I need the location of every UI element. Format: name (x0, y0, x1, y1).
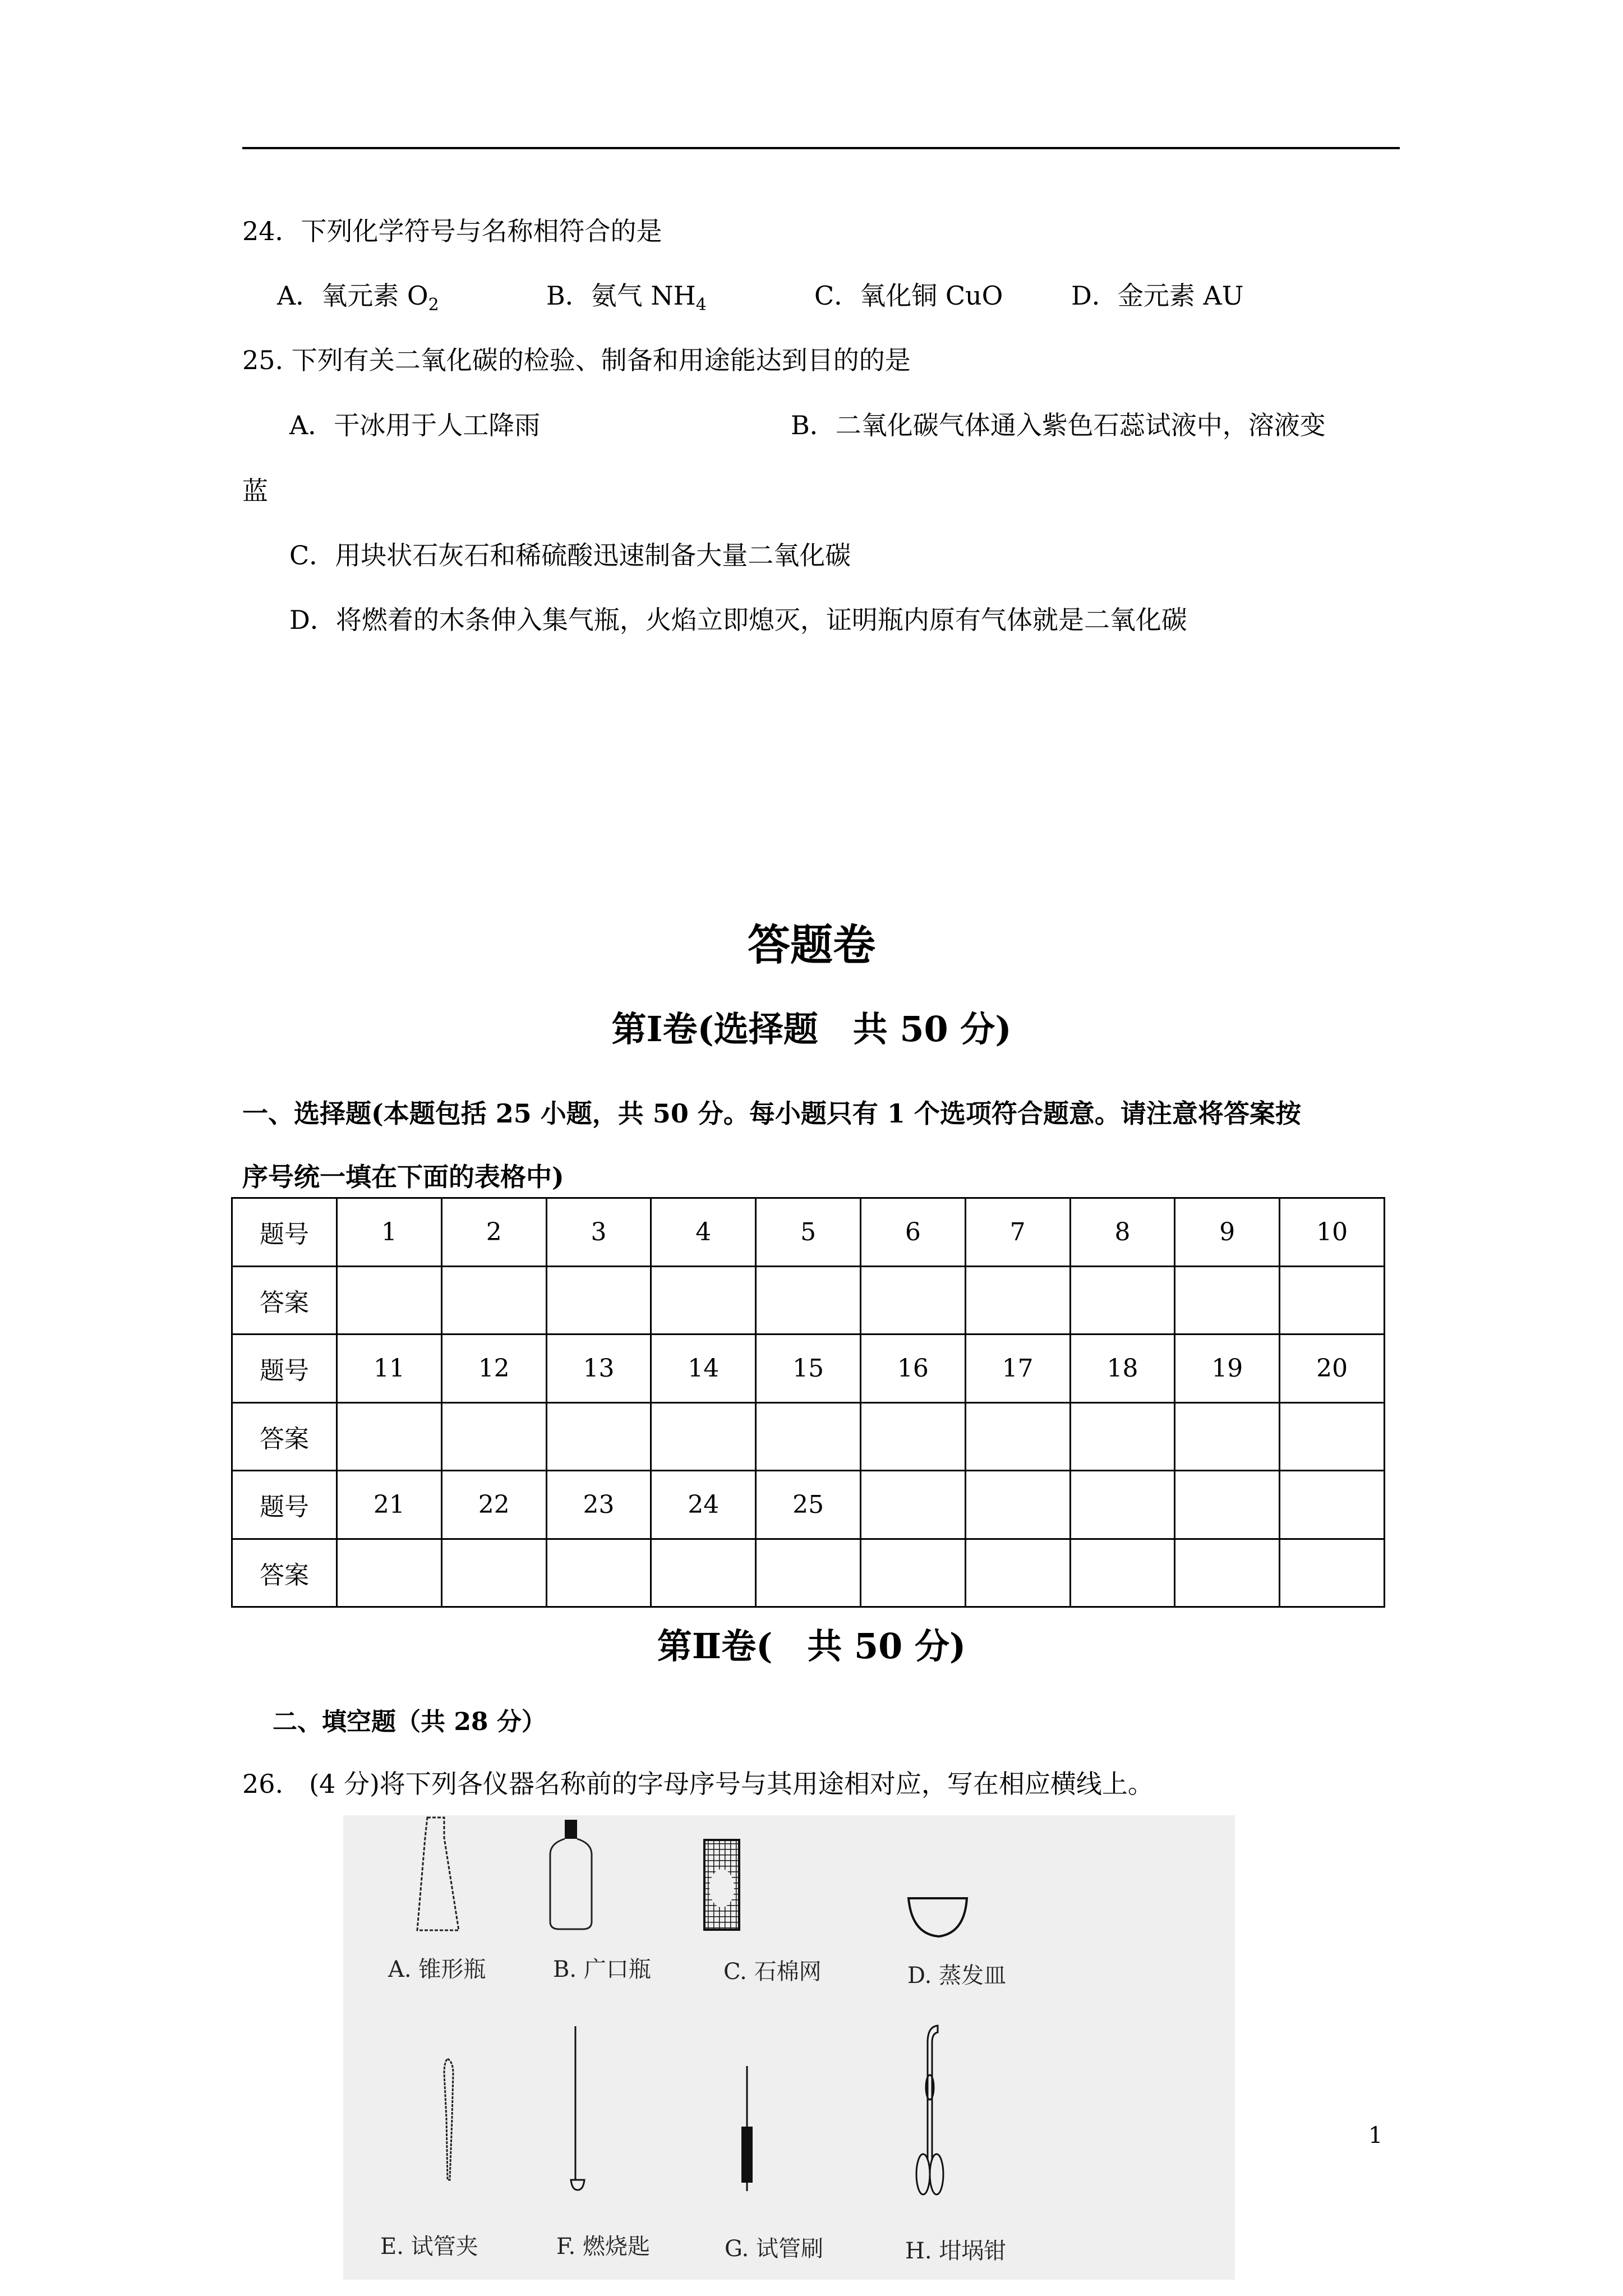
answer-cell[interactable] (965, 1266, 1070, 1335)
option-text: D．金元素 AU (1071, 280, 1244, 311)
question-number-cell: 16 (860, 1335, 965, 1403)
combustion-spoon-icon (568, 2023, 601, 2191)
answer-cell[interactable] (756, 1402, 861, 1471)
question-number-cell: 5 (756, 1198, 861, 1267)
section-1-instructions-line-1: 一、选择题(本题包括 25 小题，共 50 分。每小题只有 1 个选项符合题意。请注意将答案按 (242, 1098, 1301, 1129)
question-number-cell: 11 (337, 1335, 442, 1403)
answer-cell[interactable] (651, 1266, 756, 1335)
apparatus-figure (343, 1815, 1235, 2280)
crucible-tongs-icon (904, 2020, 955, 2200)
q24-option-a (277, 279, 439, 322)
answer-cell[interactable] (337, 1402, 442, 1471)
question-number-cell: 21 (337, 1471, 442, 1539)
apparatus-label-e: E. 试管夹 (380, 2234, 478, 2260)
asbestos-gauze-icon (702, 1838, 786, 1939)
answer-cell[interactable] (651, 1539, 756, 1607)
question-number-cell: 2 (441, 1198, 546, 1267)
question-number-cell: 22 (441, 1471, 546, 1539)
answer-cell[interactable] (651, 1402, 756, 1471)
question-number-cell: 3 (546, 1198, 651, 1267)
question-number-cell: 9 (1175, 1198, 1280, 1267)
answer-cell[interactable] (1280, 1539, 1385, 1607)
apparatus-label-f: F. 燃烧匙 (556, 2234, 650, 2260)
answer-cell[interactable] (756, 1266, 861, 1335)
q24-option-b (546, 279, 707, 322)
q24-option-c (814, 279, 1003, 312)
q25-option-d: D．将燃着的木条伸入集气瓶，火焰立即熄灭，证明瓶内原有气体就是二氧化碳 (289, 605, 1187, 635)
answer-cell[interactable] (860, 1266, 965, 1335)
question-number-row (232, 1335, 1385, 1403)
question-number-header: 题号 (232, 1335, 337, 1403)
answer-header: 答案 (232, 1539, 337, 1607)
answer-cell[interactable] (337, 1266, 442, 1335)
answer-cell[interactable] (1175, 1402, 1280, 1471)
question-number-cell: 25 (756, 1471, 861, 1539)
question-24-stem: 24．下列化学符号与名称相符合的是 (242, 216, 662, 246)
question-number-cell: 13 (546, 1335, 651, 1403)
question-number-cell: 8 (1070, 1198, 1175, 1267)
apparatus-label-h: H. 坩埚钳 (905, 2238, 1007, 2264)
apparatus-label-a: A. 锥形瓶 (388, 1957, 486, 1982)
question-number-cell: 18 (1070, 1335, 1175, 1403)
answer-cell[interactable] (965, 1402, 1070, 1471)
test-tube-brush-icon (736, 2065, 758, 2194)
answer-row (232, 1266, 1385, 1335)
evaporating-dish-icon (904, 1894, 994, 1939)
question-number-header: 题号 (232, 1471, 337, 1539)
question-number-row (232, 1198, 1385, 1267)
question-number-cell: 24 (651, 1471, 756, 1539)
answer-header: 答案 (232, 1402, 337, 1471)
answer-cell[interactable] (1175, 1539, 1280, 1607)
answer-cell[interactable] (756, 1539, 861, 1607)
conical-flask-icon (388, 1815, 478, 1939)
question-number-cell: 14 (651, 1335, 756, 1403)
question-number-cell: 20 (1280, 1335, 1385, 1403)
subscript: 2 (428, 295, 439, 315)
answer-cell[interactable] (1070, 1539, 1175, 1607)
question-number-cell (1070, 1471, 1175, 1539)
question-number-cell: 4 (651, 1198, 756, 1267)
subscript: 4 (695, 295, 707, 315)
q25-option-b: B．二氧化碳气体通入紫色石蕊试液中，溶液变 (791, 410, 1326, 440)
answer-cell[interactable] (441, 1539, 546, 1607)
answer-table (231, 1197, 1385, 1608)
apparatus-label-c: C. 石棉网 (723, 1959, 822, 1985)
question-number-cell: 19 (1175, 1335, 1280, 1403)
option-text: A．氧元素 O (277, 280, 428, 311)
question-number-cell: 23 (546, 1471, 651, 1539)
answer-cell[interactable] (1070, 1266, 1175, 1335)
option-text: C．氧化铜 CuO (814, 280, 1003, 311)
header-rule (242, 147, 1400, 149)
option-text: B．氨气 NH (546, 280, 696, 311)
answer-cell[interactable] (965, 1539, 1070, 1607)
answer-cell[interactable] (860, 1539, 965, 1607)
answer-cell[interactable] (1280, 1402, 1385, 1471)
part-2-title: 第Ⅱ卷( 共 50 分) (657, 1626, 966, 1667)
answer-cell[interactable] (860, 1402, 965, 1471)
question-number-header: 题号 (232, 1198, 337, 1267)
answer-row (232, 1539, 1385, 1607)
q24-option-d (1071, 279, 1244, 312)
question-25-stem: 25. 下列有关二氧化碳的检验、制备和用途能达到目的的是 (242, 345, 911, 375)
section-2-title: 二、填空题（共 28 分） (273, 1708, 546, 1736)
question-number-cell (1175, 1471, 1280, 1539)
question-number-cell: 10 (1280, 1198, 1385, 1267)
question-number-cell: 12 (441, 1335, 546, 1403)
answer-sheet-title: 答题卷 (748, 920, 875, 970)
section-1-instructions-line-2: 序号统一填在下面的表格中) (242, 1162, 564, 1192)
part-1-title: 第Ⅰ卷(选择题 共 50 分) (611, 1009, 1012, 1050)
question-number-cell (965, 1471, 1070, 1539)
q25-option-c: C．用块状石灰石和稀硫酸迅速制备大量二氧化碳 (289, 540, 851, 570)
question-number-cell: 1 (337, 1198, 442, 1267)
apparatus-label-d: D. 蒸发皿 (907, 1963, 1007, 1989)
answer-row (232, 1402, 1385, 1471)
question-number-cell: 7 (965, 1198, 1070, 1267)
question-26-stem: 26. (4 分)将下列各仪器名称前的字母序号与其用途相对应，写在相应横线上。 (242, 1769, 1154, 1799)
answer-cell[interactable] (441, 1266, 546, 1335)
answer-cell[interactable] (1175, 1266, 1280, 1335)
answer-cell[interactable] (441, 1402, 546, 1471)
answer-cell[interactable] (546, 1539, 651, 1607)
page-number: 1 (1368, 2123, 1383, 2148)
apparatus-label-g: G. 试管刷 (725, 2236, 823, 2262)
question-number-cell: 15 (756, 1335, 861, 1403)
answer-cell[interactable] (1280, 1266, 1385, 1335)
apparatus-label-b: B. 广口瓶 (553, 1957, 651, 1982)
q25-option-b-continued: 蓝 (242, 476, 268, 506)
wide-mouth-bottle-icon (542, 1815, 610, 1939)
answer-cell[interactable] (337, 1539, 442, 1607)
answer-cell[interactable] (546, 1402, 651, 1471)
answer-header: 答案 (232, 1266, 337, 1335)
question-number-row (232, 1471, 1385, 1539)
answer-cell[interactable] (1070, 1402, 1175, 1471)
question-number-cell: 17 (965, 1335, 1070, 1403)
q25-option-a: A．干冰用于人工降雨 (289, 410, 541, 440)
question-number-cell (860, 1471, 965, 1539)
answer-cell[interactable] (546, 1266, 651, 1335)
question-number-cell (1280, 1471, 1385, 1539)
test-tube-holder-icon (433, 2056, 467, 2185)
question-number-cell: 6 (860, 1198, 965, 1267)
